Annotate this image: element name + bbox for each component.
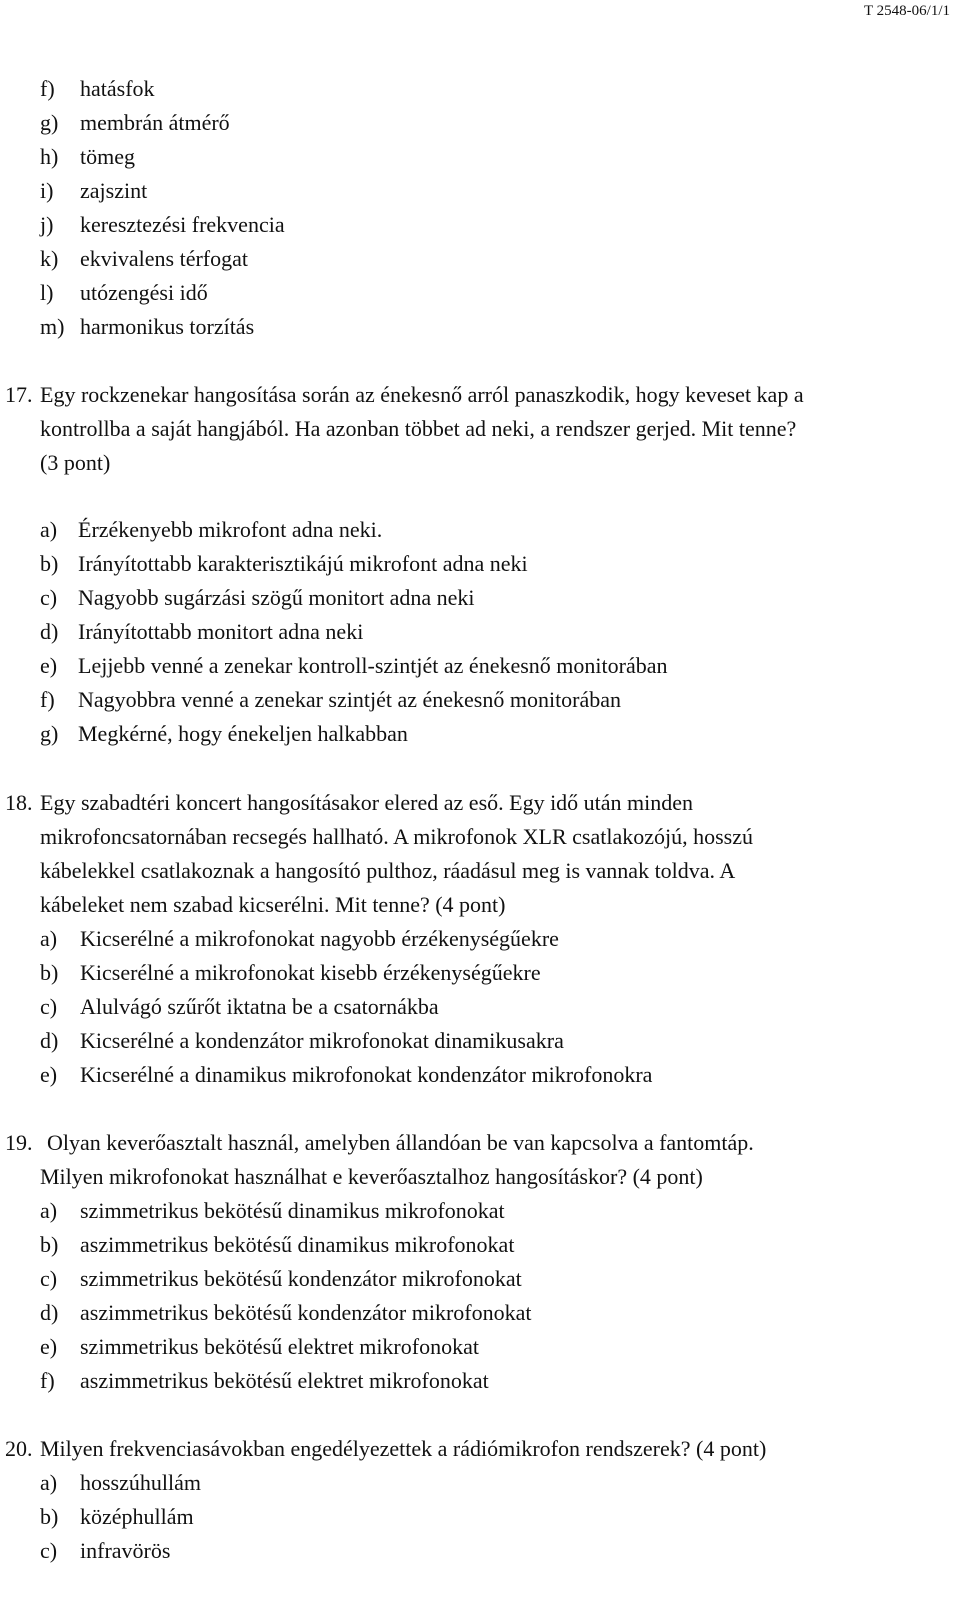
question-17-option-label: g) <box>40 721 59 746</box>
question-20-number: 20. <box>5 1436 33 1461</box>
question-18-option-text: Kicserélné a mikrofonokat nagyobb érzékenységűekre <box>80 926 559 951</box>
intro-item-text: utózengési idő <box>80 280 208 305</box>
question-19-option-text: szimmetrikus bekötésű dinamikus mikrofonokat <box>80 1198 505 1223</box>
question-19-option-text: aszimmetrikus bekötésű elektret mikrofonokat <box>80 1368 489 1393</box>
question-18-option-text: Kicserélné a mikrofonokat kisebb érzékenységűekre <box>80 960 541 985</box>
question-18-option-label: c) <box>40 994 58 1019</box>
question-18-option-label: e) <box>40 1062 58 1087</box>
question-18-option-text: Alulvágó szűrőt iktatna be a csatornákba <box>80 994 439 1019</box>
question-19-option-label: c) <box>40 1266 58 1291</box>
question-19-option-text: aszimmetrikus bekötésű kondenzátor mikrofonokat <box>80 1300 532 1325</box>
question-20-option-label: a) <box>40 1470 58 1495</box>
question-19-text: Milyen mikrofonokat használhat e keverőasztalhoz hangosításkor? (4 pont) <box>40 1164 703 1189</box>
question-18-number: 18. <box>5 790 33 815</box>
question-17-option-text: Nagyobb sugárzási szögű monitort adna neki <box>78 585 475 610</box>
question-17-number: 17. <box>5 382 33 407</box>
question-17-text: kontrollba a saját hangjából. Ha azonban többet ad neki, a rendszer gerjed. Mit tenne? <box>40 416 797 441</box>
document-code: T 2548-06/1/1 <box>864 3 950 19</box>
intro-item-label: k) <box>40 246 59 271</box>
question-20-option-text: középhullám <box>80 1504 194 1529</box>
question-19-option-label: a) <box>40 1198 58 1223</box>
intro-item-label: g) <box>40 110 59 135</box>
question-20-option-text: infravörös <box>80 1538 171 1563</box>
question-20-text: Milyen frekvenciasávokban engedélyezettek a rádiómikrofon rendszerek? (4 pont) <box>40 1436 767 1461</box>
question-17-text: (3 pont) <box>40 450 111 475</box>
question-17-option-label: e) <box>40 653 58 678</box>
question-17-option-text: Nagyobbra venné a zenekar szintjét az énekesnő monitorában <box>78 687 622 712</box>
intro-item-label: m) <box>40 314 65 339</box>
question-18-option-label: d) <box>40 1028 59 1053</box>
question-18-option-text: Kicserélné a dinamikus mikrofonokat kondenzátor mikrofonokra <box>80 1062 653 1087</box>
intro-item-label: l) <box>40 280 54 305</box>
question-19-option-text: szimmetrikus bekötésű kondenzátor mikrofonokat <box>80 1266 522 1291</box>
question-19-text: Olyan keverőasztalt használ, amelyben állandóan be van kapcsolva a fantomtáp. <box>47 1130 754 1155</box>
intro-item-text: harmonikus torzítás <box>80 314 255 339</box>
question-18-text: kábeleket nem szabad kicserélni. Mit tenne? (4 pont) <box>40 892 506 917</box>
question-17-option-label: b) <box>40 551 59 576</box>
question-20-option-text: hosszúhullám <box>80 1470 201 1495</box>
question-19-option-text: aszimmetrikus bekötésű dinamikus mikrofonokat <box>80 1232 515 1257</box>
question-19-option-label: b) <box>40 1232 59 1257</box>
question-18-text: Egy szabadtéri koncert hangosításakor elered az eső. Egy idő után minden <box>40 790 694 815</box>
question-18-text: kábelekkel csatlakoznak a hangosító pulthoz, ráadásul meg is vannak toldva. A <box>40 858 736 883</box>
question-17-option-text: Irányítottabb karakterisztikájú mikrofont adna neki <box>78 551 528 576</box>
intro-item-text: hatásfok <box>80 76 155 101</box>
question-20-option-label: b) <box>40 1504 59 1529</box>
question-17-option-label: f) <box>40 687 55 712</box>
question-19-option-label: f) <box>40 1368 55 1393</box>
intro-item-label: f) <box>40 76 55 101</box>
question-19-option-label: d) <box>40 1300 59 1325</box>
question-19-option-label: e) <box>40 1334 58 1359</box>
intro-item-label: i) <box>40 178 54 203</box>
question-19-number: 19. <box>5 1130 33 1155</box>
question-20-option-label: c) <box>40 1538 58 1563</box>
question-18-text: mikrofoncsatornában recsegés hallható. A mikrofonok XLR csatlakozójú, hosszú <box>40 824 753 849</box>
question-17-option-label: a) <box>40 517 58 542</box>
question-19-option-text: szimmetrikus bekötésű elektret mikrofonokat <box>80 1334 479 1359</box>
intro-item-text: ekvivalens térfogat <box>80 246 248 271</box>
intro-item-text: membrán átmérő <box>80 110 230 135</box>
question-18-option-label: b) <box>40 960 59 985</box>
question-17-option-text: Érzékenyebb mikrofont adna neki. <box>78 517 383 542</box>
intro-item-label: j) <box>40 212 54 237</box>
question-17-option-text: Megkérné, hogy énekeljen halkabban <box>78 721 408 746</box>
question-18-option-label: a) <box>40 926 58 951</box>
intro-item-text: keresztezési frekvencia <box>80 212 285 237</box>
question-17-option-label: c) <box>40 585 58 610</box>
question-17-text: Egy rockzenekar hangosítása során az énekesnő arról panaszkodik, hogy keveset kap a <box>40 382 804 407</box>
question-17-option-label: d) <box>40 619 59 644</box>
question-17-option-text: Lejjebb venné a zenekar kontroll-szintjét az énekesnő monitorában <box>78 653 668 678</box>
intro-item-label: h) <box>40 144 59 169</box>
intro-item-text: tömeg <box>80 144 135 169</box>
question-18-option-text: Kicserélné a kondenzátor mikrofonokat dinamikusakra <box>80 1028 564 1053</box>
intro-item-text: zajszint <box>80 178 148 203</box>
question-17-option-text: Irányítottabb monitort adna neki <box>78 619 364 644</box>
